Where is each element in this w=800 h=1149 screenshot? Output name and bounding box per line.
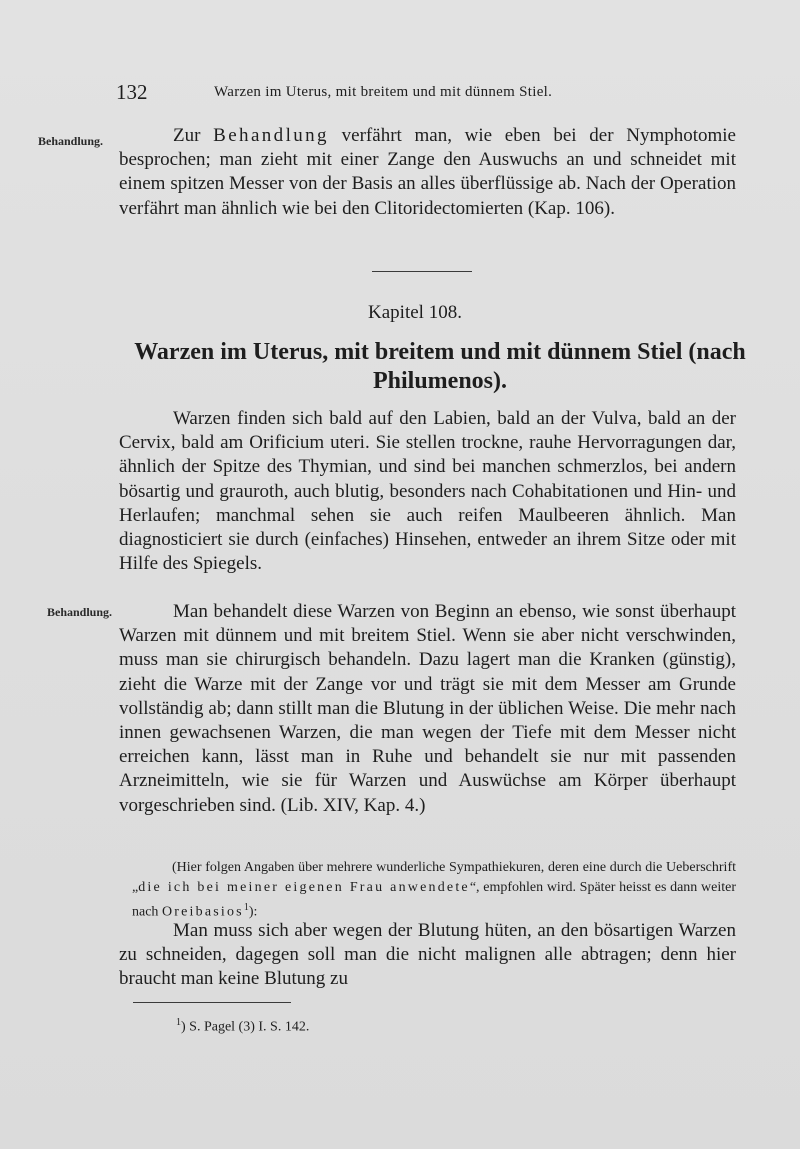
margin-note-treatment-2: Behandlung. xyxy=(47,605,113,619)
footnote xyxy=(176,1017,309,1036)
running-title: Warzen im Uterus, mit breitem und mit dünnem Stiel. xyxy=(214,84,553,100)
paragraph-treatment-intro xyxy=(119,124,736,221)
section-divider xyxy=(372,271,472,272)
paragraph-lead: Zur xyxy=(173,125,214,146)
page-header xyxy=(116,80,736,110)
small-print-part-2: “, empfohlen wird. Später heisst es dann weiter nach xyxy=(132,880,736,920)
small-print-body xyxy=(132,858,736,923)
paragraph-caution: Man muss sich aber wegen der Blutung hüten, an den bösartigen Warzen zu schneiden, dagegen soll man die nicht malignen alle abtragen; denn hier braucht man keine Blutung zu xyxy=(119,920,736,990)
paragraph-description: Warzen finden sich bald auf den Labien, bald an der Vulva, bald an der Cervix, bald am Orificium uteri. Sie stellen trockne, rauhe Hervorragungen dar, ähnlich der Spitze des Thymian, und sind bei manchen schmerzlos, bei andern bösartig und grauroth, auch blutig, besonders nach Cohabitationen und Hin- und Herlaufen; manchmal sehen sie auch reifen Maulbeeren ähnlich. Man diagnosticiert sie durch (einfaches) Hinsehen, entweder an ihrem Sitze oder mit Hilfe des Spiegels. xyxy=(119,408,736,575)
paragraph-treatment: Man behandelt diese Warzen von Beginn an ebenso, wie sonst überhaupt Warzen mit dünnem und mit breitem Stiel. Wenn sie aber nicht verschwinden, muss man sie chirurgisch behandeln. Dazu lagert man die Kranken (günstig), zieht die Warze mit der Zange vor und trägt sie mit dem Messer am Grunde vollständig ab; dann stillt man die Blutung in der üblichen Weise. Die mehr nach innen gewachsenen Warzen, die man wegen der Tiefe mit dem Messer nicht erreichen kann, lässt man in Ruhe und behandelt sie nur mit passenden Arzneimitteln, wie sie für Warzen und Auswüchse am Körper überhaupt vorgeschrieben sind. (Lib. XIV, Kap. 4.) xyxy=(119,601,736,816)
page-number: 132 xyxy=(116,80,148,104)
small-print-note xyxy=(132,858,736,923)
margin-note-treatment-1: Behandlung. xyxy=(38,134,104,148)
small-print-part-3: ): xyxy=(248,904,258,920)
paragraph-body: verfährt man, wie eben bei der Nymphotomie besprochen; man zieht mit einer Zange den Auswuchs an und schneidet mit einem spitzen Messer von der Basis an alles überflüssige ab. Nach der Operation verfährt man ähnlich wie bei den Clitoridectomierten (Kap. 106). xyxy=(119,125,736,219)
footnote-mark: 1 xyxy=(176,1017,181,1028)
footnote-reference: 1 xyxy=(243,902,249,913)
spaced-quote: die ich bei meiner eigenen Frau anwendete xyxy=(138,880,470,895)
footnote-divider xyxy=(133,1002,291,1003)
small-print-part-1: (Hier folgen Angaben über mehrere wunderliche Sympathiekuren, deren eine durch die Ueberschrift „ xyxy=(132,860,736,895)
footnote-text: ) S. Pagel (3) I. S. 142. xyxy=(181,1019,310,1035)
spaced-word-behandlung: Behandlung xyxy=(213,125,329,146)
spaced-name-oreibasios: Oreibasios xyxy=(161,904,244,920)
chapter-number: Kapitel 108. xyxy=(368,302,462,323)
chapter-title: Warzen im Uterus, mit breitem und mit dünnem Stiel (nach Philumenos). xyxy=(134,339,746,394)
